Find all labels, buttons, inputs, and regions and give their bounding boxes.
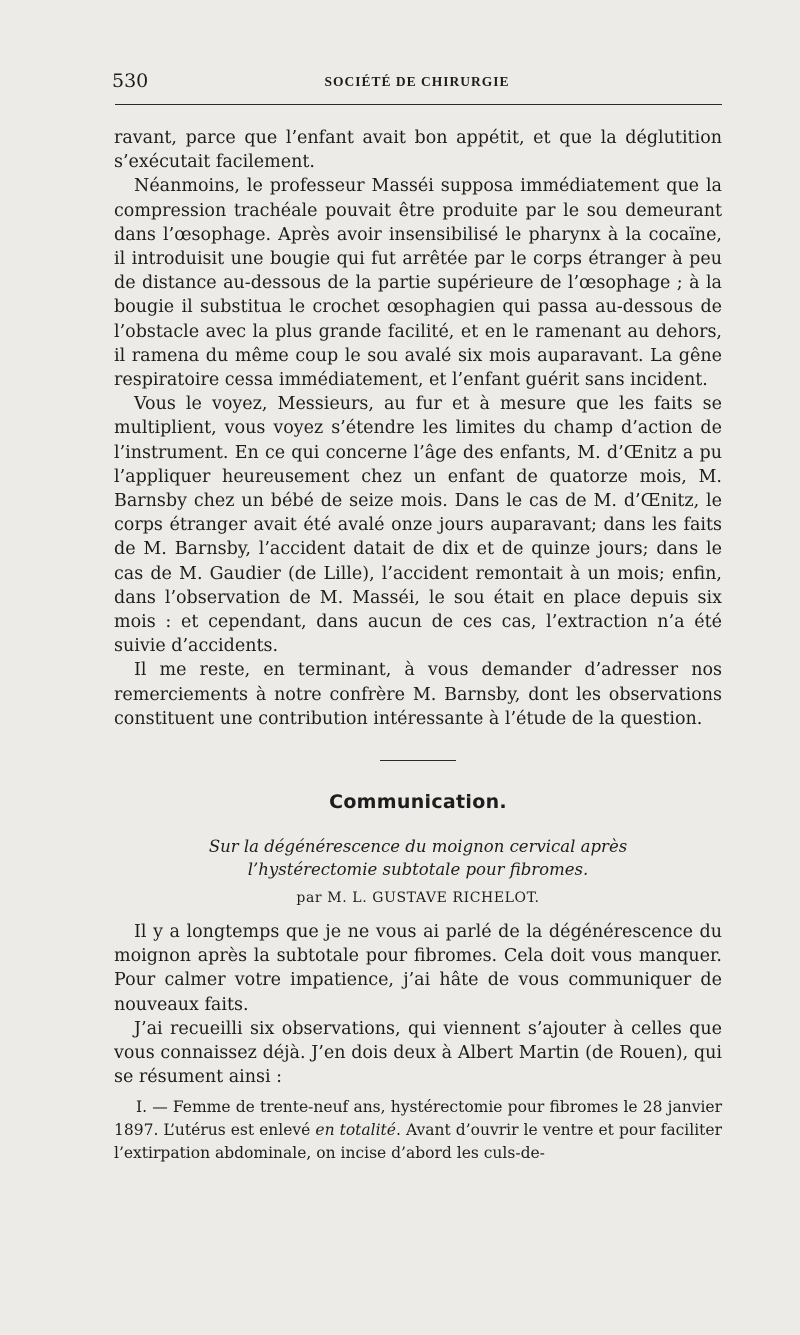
section-heading: Communication. — [329, 791, 507, 814]
case-tail: . Avant d’ouvrir le ventre et pour faciliter l’extirpation abdominale, on incise d’abord les culs-de- — [114, 1120, 722, 1162]
section-divider — [380, 760, 456, 761]
article-author: par M. L. GUSTAVE RICHELOT. — [296, 890, 540, 907]
running-title: SOCIÉTÉ DE CHIRURGIE — [324, 74, 510, 89]
paragraph-massei: Néanmoins, le professeur Masséi supposa immédiatement que la compression trachéale pouvait être produite par le sou demeurant dans l’œsophage. Après avoir insensibilisé le pharynx à la cocaïne, il introduisit une bougie qui fut arrêtée par le corps étranger à peu de distance au-dessous de la partie supérieure de l’œsophage ; à la bougie il substitua le crochet œsophagien qui passa au-dessous de l’obstacle avec la plus grande facilité, et en le ramenant au dehors, il ramena du même coup le sou avalé six mois auparavant. La gêne respiratoire cessa immédiatement, et l’enfant guérit sans incident. — [114, 176, 722, 391]
article-title-line-2: l’hystérectomie subtotale pour fibromes. — [247, 860, 589, 880]
article-title — [114, 835, 722, 881]
article-title-line-1: Sur la dégénérescence du moignon cervical après — [208, 837, 628, 857]
page-number: 530 — [112, 70, 149, 92]
paragraph-discussion: Vous le voyez, Messieurs, au fur et à mesure que les faits se multiplient, vous voyez s’étendre les limites du champ d’action de l’instrument. En ce qui concerne l’âge des enfants, M. d’Œnitz a pu l’appliquer heureusement chez un enfant de quatorze mois, M. Barnsby chez un bébé de seize mois. Dans le cas de M. d’Œnitz, le corps étranger avait été avalé onze jours auparavant; dans les faits de M. Barnsby, l’accident datait de dix et de quinze jours; dans le cas de M. Gaudier (de Lille), l’accident remontait à un mois; enfin, dans l’observation de M. Masséi, le sou était en place depuis six mois : et cependant, dans aucun de ces cas, l’extraction n’a été suivie d’accidents. — [114, 394, 722, 657]
article-paragraph-intro: Il y a longtemps que je ne vous ai parlé de la dégénérescence du moignon après la subtotale pour fibromes. Cela doit vous manquer. Pour calmer votre impatience, j’ai hâte de vous communiquer de nouveaux faits. — [114, 922, 722, 1015]
article-paragraph-observations: J’ai recueilli six observations, qui viennent s’ajouter à celles que vous connaissez déjà. J’en dois deux à Albert Martin (de Rouen), qui se résument ainsi : — [114, 1018, 722, 1088]
article-body — [114, 920, 722, 1164]
paragraph-conclusion: Il me reste, en terminant, à vous demander d’adresser nos remerciements à notre confrère M. Barnsby, dont les observations constituent une contribution intéressante à l’étude de la question. — [114, 660, 722, 729]
case-lead: I. — Femme de trente-neuf ans, hystérectomie pour fibromes le 28 janvier 1897. L’utérus est enlevé — [114, 1097, 722, 1139]
paragraph-continued: ravant, parce que l’enfant avait bon appétit, et que la déglutition s’exécutait facilement. — [114, 128, 722, 173]
header-rule — [115, 104, 722, 105]
page-body — [114, 126, 722, 1165]
case-emphasis: en totalité — [315, 1120, 396, 1139]
page-header — [112, 70, 722, 94]
case-observation-1 — [114, 1096, 722, 1165]
